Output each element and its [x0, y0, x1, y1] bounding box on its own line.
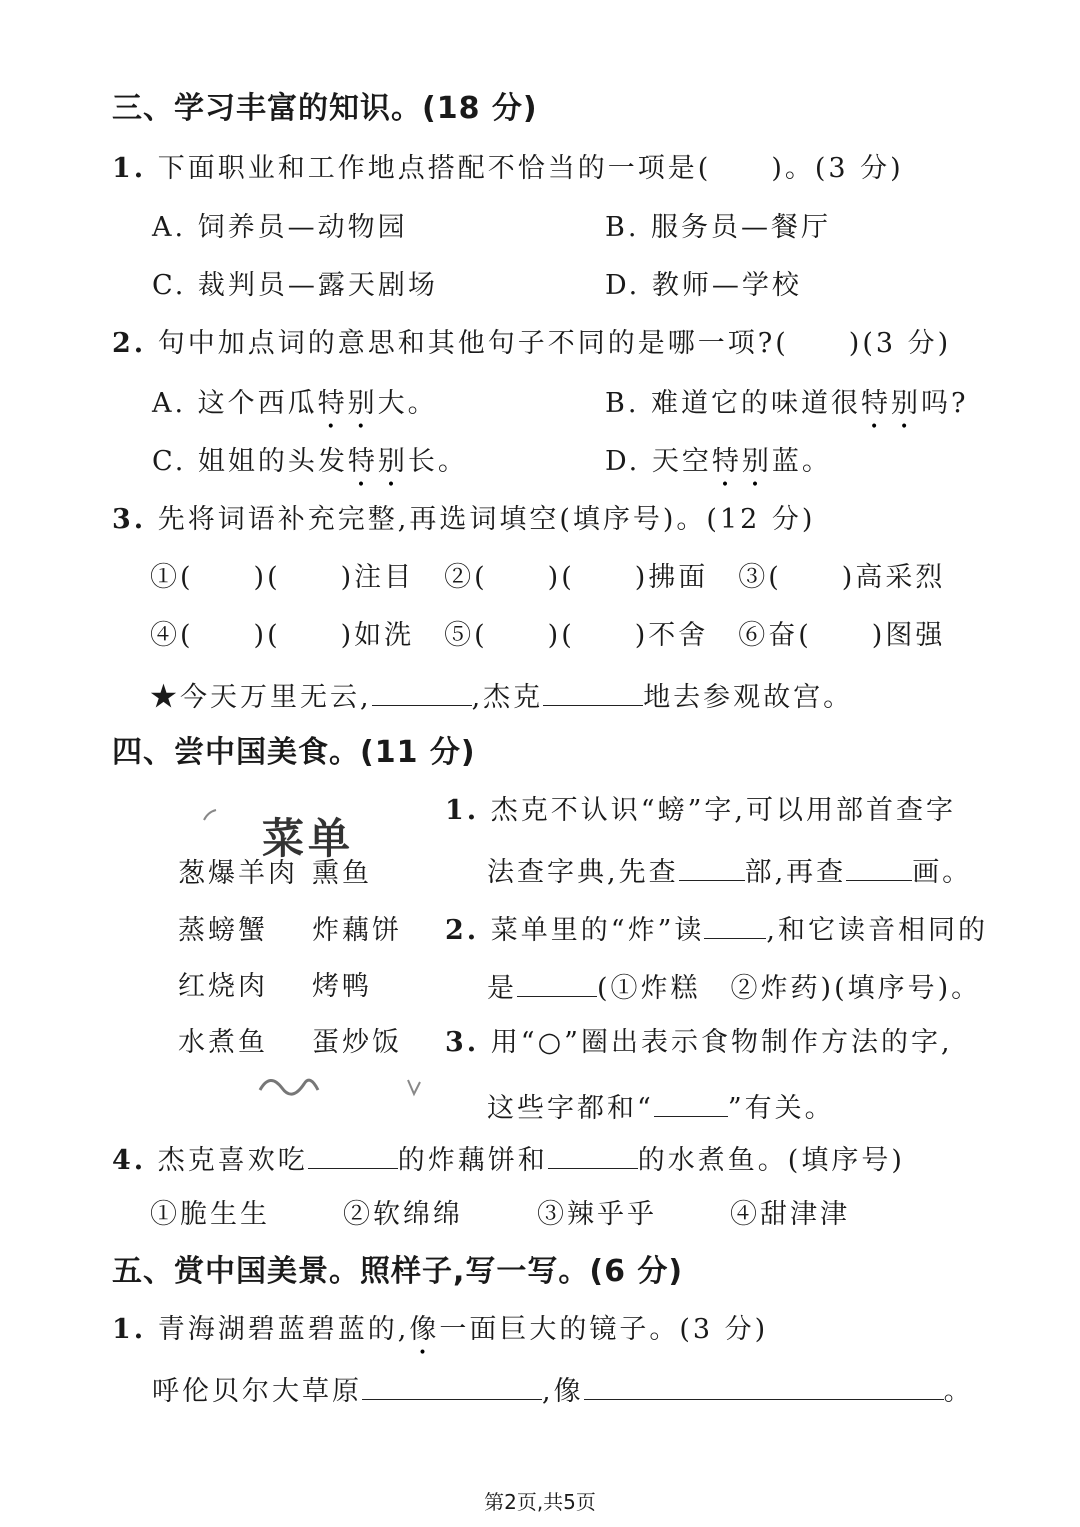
menu-item: 水煮鱼 — [178, 1027, 268, 1058]
option-text: C. 姐姐的头发 — [152, 446, 348, 477]
question-3-3 — [112, 503, 815, 537]
question-text: 这些字都和“ — [487, 1093, 654, 1124]
option-c — [152, 445, 468, 493]
question-text: ”有关。 — [727, 1093, 835, 1124]
sentence-text: 地去参观故宫。 — [643, 682, 854, 713]
question-text: 一面巨大的镜子。(3 分) — [439, 1314, 769, 1345]
question-text: 杰克喜欢吃 — [157, 1145, 308, 1176]
question-stem: 先将词语补充完整,再选词填空(填序号)。(12 分) — [157, 504, 816, 535]
question-5-1 — [112, 1313, 768, 1361]
menu-item: 炸藕饼 — [312, 915, 402, 946]
sentence-text: ,杰克 — [471, 682, 544, 713]
question-text: 青海湖碧蓝碧蓝的, — [157, 1314, 410, 1345]
option-a — [152, 387, 438, 435]
question-number: 3. — [112, 504, 147, 535]
question-4-2-line2 — [487, 968, 981, 1006]
question-4-3 — [445, 1026, 953, 1060]
menu-item: 熏鱼 — [312, 858, 372, 889]
question-4-1-line2 — [487, 852, 972, 890]
question-4-3-line2 — [487, 1088, 835, 1126]
option-text: 吗? — [921, 388, 969, 419]
question-text: 的炸藕饼和 — [397, 1145, 548, 1176]
question-number: 4. — [112, 1145, 147, 1176]
question-number: 1. — [112, 1314, 147, 1345]
question-text: 用“○”圈出表示食物制作方法的字, — [490, 1027, 953, 1058]
menu-item: 葱爆羊肉 — [178, 858, 298, 889]
question-stem: 句中加点词的意思和其他句子不同的是哪一项?( )(3 分) — [157, 328, 952, 359]
question-text: 画。 — [912, 857, 973, 888]
question-text: 法查字典,先查 — [487, 857, 679, 888]
answer-blank[interactable] — [543, 677, 643, 706]
answer-text: ,像 — [542, 1376, 584, 1407]
option-b: B. 服务员—餐厅 — [605, 212, 832, 243]
answer-blank[interactable] — [679, 852, 745, 881]
q4-option: ③辣乎乎 — [537, 1199, 657, 1230]
answer-blank[interactable] — [846, 852, 912, 881]
option-text: 长。 — [407, 446, 468, 477]
sentence-text: ★今天万里无云, — [150, 682, 372, 713]
answer-line — [152, 1371, 974, 1409]
option-d: D. 教师—学校 — [605, 270, 802, 301]
question-4-1 — [445, 794, 956, 828]
question-number: 2. — [112, 328, 147, 359]
option-text: D. 天空 — [605, 446, 712, 477]
answer-blank[interactable] — [548, 1140, 638, 1169]
question-4-4 — [112, 1140, 905, 1178]
question-text: 菜单里的“炸”读 — [490, 915, 705, 946]
option-a: A. 饲养员—动物园 — [152, 212, 408, 243]
question-4-2 — [445, 910, 988, 948]
dotted-word: 特别 — [711, 446, 772, 477]
question-number: 3. — [445, 1027, 480, 1058]
answer-blank[interactable] — [362, 1371, 542, 1400]
dotted-word: 像 — [409, 1314, 440, 1345]
idiom-row-1: ①( )( )注目 ②( )( )拂面 ③( )高采烈 — [150, 562, 946, 593]
menu-item: 蒸螃蟹 — [178, 915, 268, 946]
question-3-1 — [112, 152, 904, 186]
question-stem: 下面职业和工作地点搭配不恰当的一项是( )。(3 分) — [157, 153, 904, 184]
decorative-doodle-icon — [250, 1060, 450, 1110]
menu-item: 红烧肉 — [178, 971, 268, 1002]
dotted-word: 特别 — [317, 388, 378, 419]
page-footer: 第2页,共5页 — [484, 1490, 596, 1514]
star-sentence — [150, 677, 853, 715]
menu-item: 烤鸭 — [312, 971, 372, 1002]
q4-option: ②软绵绵 — [343, 1199, 463, 1230]
option-b — [605, 387, 969, 435]
idiom-row-2: ④( )( )如洗 ⑤( )( )不舍 ⑥奋( )图强 — [150, 620, 946, 651]
option-d — [605, 445, 832, 493]
decorative-mark-icon — [200, 806, 220, 826]
question-3-2 — [112, 327, 951, 361]
option-text: 大。 — [377, 388, 438, 419]
option-text: A. 这个西瓜 — [152, 388, 318, 419]
option-text: B. 难道它的味道很 — [605, 388, 862, 419]
q4-option: ①脆生生 — [150, 1199, 270, 1230]
menu-item: 蛋炒饭 — [312, 1027, 402, 1058]
dotted-word: 特别 — [347, 446, 408, 477]
question-text: (①炸糕 ②炸药)(填序号)。 — [597, 973, 982, 1004]
answer-prefix: 呼伦贝尔大草原 — [152, 1376, 362, 1407]
answer-blank[interactable] — [704, 910, 766, 939]
question-number: 1. — [112, 153, 147, 184]
question-number: 2. — [445, 915, 480, 946]
section3-title: 三、学习丰富的知识。(18 分) — [112, 91, 538, 126]
answer-blank[interactable] — [517, 968, 597, 997]
answer-blank[interactable] — [654, 1088, 728, 1117]
section5-title: 五、赏中国美景。照样子,写一写。(6 分) — [112, 1254, 684, 1289]
option-text: 蓝。 — [771, 446, 832, 477]
question-text: 的水煮鱼。(填序号) — [637, 1145, 905, 1176]
option-c: C. 裁判员—露天剧场 — [152, 270, 438, 301]
answer-text: 。 — [943, 1376, 974, 1407]
answer-blank[interactable] — [372, 677, 472, 706]
question-stem: 杰克不认识“螃”字,可以用部首查字 — [490, 795, 956, 826]
question-number: 1. — [445, 795, 480, 826]
question-text: ,和它读音相同的 — [766, 915, 988, 946]
dotted-word: 特别 — [861, 388, 922, 419]
answer-blank[interactable] — [308, 1140, 398, 1169]
section4-title: 四、尝中国美食。(11 分) — [112, 735, 476, 770]
question-text: 是 — [487, 973, 517, 1004]
q4-option: ④甜津津 — [730, 1199, 850, 1230]
menu-title: 菜单 — [262, 814, 355, 863]
question-text: 部,再查 — [744, 857, 847, 888]
answer-blank[interactable] — [584, 1371, 944, 1400]
